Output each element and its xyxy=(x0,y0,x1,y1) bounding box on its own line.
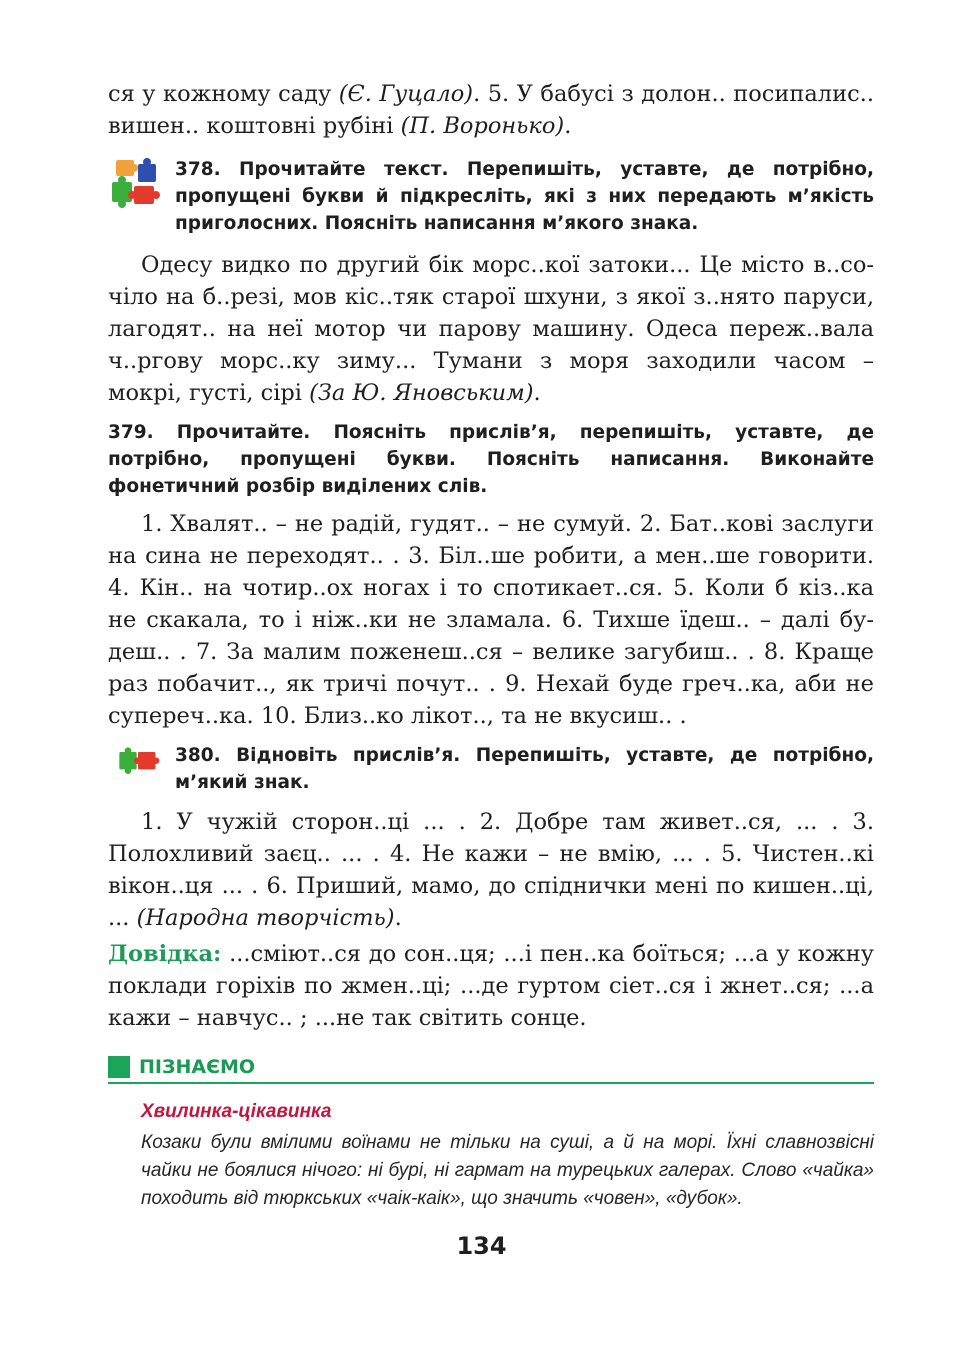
exercise-379-instruction: 379. Прочитайте. Поясніть прислів’я, перепишіть, уставте, де потрібно, пропущені букви. Поясніть написання. Виконайте фонетичний розбір виділених слів. xyxy=(108,422,874,497)
puzzle-pieces-icon xyxy=(108,744,168,784)
section-marker xyxy=(108,1056,130,1078)
exercise-379-task xyxy=(108,419,874,500)
exercise-380-task xyxy=(108,742,874,796)
fact-title: Хвилинка-цікавинка xyxy=(141,1101,332,1122)
intro-text-a: ся у кожному саду xyxy=(108,81,339,107)
exercise-380-instruction: 380. Відновіть прислів’я. Перепишіть, уставте, де потрібно, м’який знак. xyxy=(175,745,874,793)
reference-text: ...сміют..ся до сон..ця; ...і пен..ка боїться; ...а у кожну поклади горіхів по жмен..ці; ...де гуртом сіет..ся і жнет..ся; ...а кажи – навчус.. ; ...не так світить сонце. xyxy=(108,941,874,1031)
exercise-378-task xyxy=(108,156,874,237)
intro-citation-a: (Є. Гуцало) xyxy=(338,81,474,107)
section-divider xyxy=(108,1082,874,1084)
fact-text: Козаки були вмілими воїнами не тільки на суші, а й на морі. Їхні славнозвісні чайки не боялися нічого: ні бурі, ні гармат на турецьких галерах. Слово «чайка» походить від тюркських «чаік-каік», що значить «човен», «дубок». xyxy=(141,1132,874,1209)
exercise-379-body: 1. Хвалят.. – не радій, гудят.. – не сумуй. 2. Бат..кові заслуги на сина не переходят.. . 3. Біл..ше робити, а мен..ше говорити. 4. Кін.. на чотир..ох ногах і то спотикает..ся. 5. Коли б кіз..ка не скакала, то і ніж..ки не зламала. 6. Тихше їдеш.. – далі будеш.. . 7. За малим поженеш..ся – велике загубиш.. . 8. Краще раз побачит.., як тричі почут.. . 9. Нехай буде греч..ка, аби не супереч..ка. 10. Близ..ко лікот.., та не вкусиш.. . xyxy=(108,511,874,729)
exercise-380-citation: (Народна творчість) xyxy=(136,905,395,931)
exercise-378-instruction: 378. Прочитайте текст. Перепишіть, уставте, де потрібно, пропущені букви й підкресліть, які з них передають м’якість приголосних. Поясніть написання м’якого знака. xyxy=(175,159,874,234)
textbook-page xyxy=(108,78,874,1213)
exercise-378-citation: (За Ю. Яновським) xyxy=(309,380,534,406)
intro-text-b: . 5. У бабусі з долон.. посипалис.. вишен.. коштовні рубіні xyxy=(108,81,874,139)
page-number: 134 xyxy=(456,1232,507,1260)
intro-paragraph xyxy=(108,78,874,142)
reference-label: Довідка: xyxy=(108,941,222,967)
intro-citation-b: (П. Воронько) xyxy=(400,113,565,139)
exercise-378-body: Одесу видко по другий бік морс..кої затоки... Це місто в..сочіло на б..резі, мов кіс..тяк старої шхуни, з якої з..нято паруси, лагодят.. на неї мотор чи парову машину. Одеса переж..вала ч..ргову морс..ку зиму... Тумани з моря заходили часом – мокрі, густі, сірі xyxy=(108,252,874,406)
exercise-378-text xyxy=(108,249,874,409)
exercise-380-end: . xyxy=(394,905,402,931)
exercise-379-text xyxy=(108,508,874,732)
section-title: ПІЗНАЄМО xyxy=(139,1056,256,1078)
puzzle-pieces-icon xyxy=(108,156,168,216)
reference-block xyxy=(108,938,874,1034)
exercise-380-body: 1. У чужій сторон..ці ... . 2. Добре там живет..ся, ... . 3. Полохливий заєц.. ... . 4. Не кажи – не вмію, ... . 5. Чистен..кі вікон..ця ... . 6. Приший, мамо, до спіднички мені по кишен..ці, ... xyxy=(108,809,874,931)
intro-text-c: . xyxy=(564,113,572,139)
fact-box xyxy=(108,1098,874,1213)
exercise-380-text xyxy=(108,806,874,934)
exercise-378-end: . xyxy=(533,380,541,406)
section-header xyxy=(108,1054,874,1084)
